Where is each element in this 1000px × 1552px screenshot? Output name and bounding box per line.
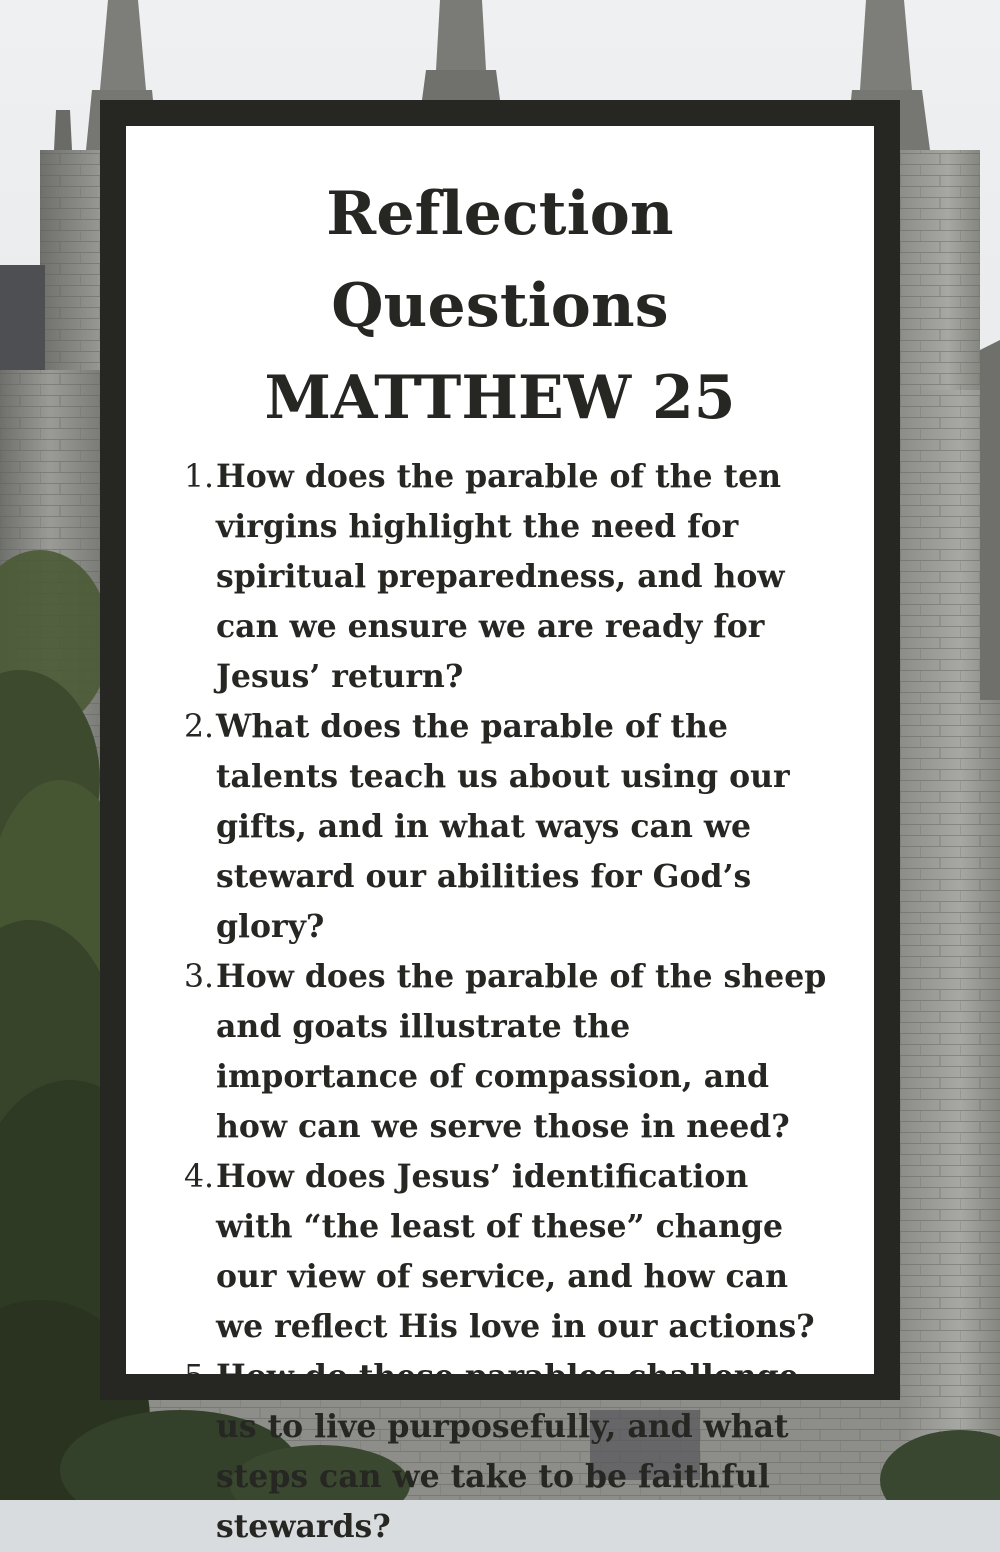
middle-spire — [422, 0, 500, 100]
question-text: How do these parables challenge us to live purposefully, and what steps can we take to be faithful stewards? — [216, 1358, 799, 1545]
question-item — [166, 452, 834, 702]
question-number: 1. — [183, 459, 214, 495]
question-text: How does Jesus’ identification with “the least of these” change our view of service, and how can we reflect His love in our actions? — [216, 1158, 815, 1345]
questions-list — [166, 452, 834, 1552]
question-item — [166, 1352, 834, 1552]
question-number: 5. — [183, 1359, 214, 1395]
question-number: 4. — [183, 1159, 214, 1195]
question-item — [166, 702, 834, 952]
question-text: How does the parable of the sheep and goats illustrate the importance of compassion, and how can we serve those in need? — [216, 958, 827, 1145]
page-subtitle: MATTHEW 25 — [264, 363, 736, 433]
left-roof — [0, 265, 45, 375]
question-item — [166, 1152, 834, 1352]
question-number: 3. — [183, 959, 214, 995]
question-number: 2. — [183, 709, 214, 745]
page-title: Reflection Questions — [326, 179, 674, 341]
question-item — [166, 952, 834, 1152]
question-text: What does the parable of the talents teach us about using our gifts, and in what ways can we steward our abilities for God’s glory? — [216, 708, 790, 945]
question-text: How does the parable of the ten virgins highlight the need for spiritual preparedness, and how can we ensure we are ready for Jesus’ return? — [216, 458, 785, 695]
card-content — [126, 126, 874, 1545]
reflection-card — [100, 100, 900, 1545]
